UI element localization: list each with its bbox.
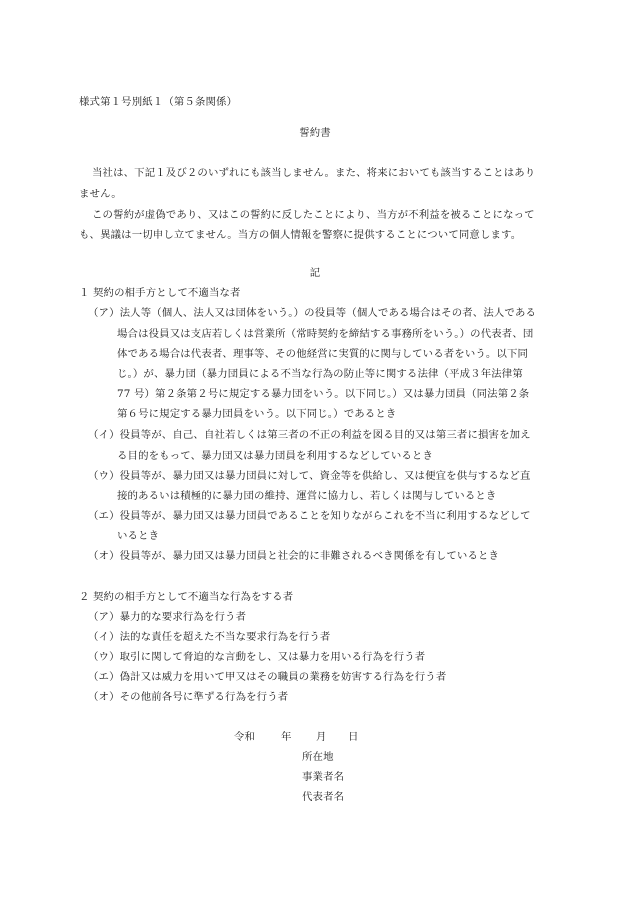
document-title: 誓約書 (299, 127, 331, 139)
section1-item-i-line-1: （イ）役員等が、自己、自社若しくは第三者の不正の利益を図る目的又は第三者に損害を加え (88, 429, 531, 441)
form-number: 様式第１号別紙１（第５条関係） (79, 96, 238, 108)
intro-line-1: 当社は、下記１及び２のいずれにも該当しません。また、将来においても該当することはあり (92, 167, 536, 179)
section1-item-o-line-1: （オ）役員等が、暴力団又は暴力団員と社会的に非難されるべき関係を有しているとき (88, 550, 500, 562)
date-month: 月 (316, 731, 327, 743)
date-day: 日 (348, 731, 359, 743)
section2-item-a: （ア）暴力的な要求行為を行う者 (88, 611, 247, 623)
intro-line-3: この誓約が虚偽であり、又はこの誓約に反したことにより、当方が不利益を被ることになって (92, 209, 535, 221)
address-label: 所在地 (302, 751, 334, 763)
section1-item-a-line-6: 第６号に規定する暴力団員をいう。以下同じ。）であるとき (117, 408, 397, 420)
section1-item-i-line-2: る目的をもって、暴力団又は暴力団員を利用するなどしているとき (117, 450, 434, 462)
date-year: 年 (281, 731, 292, 743)
section1-item-e-line-1: （エ）役員等が、暴力団又は暴力団員であることを知りながらこれを不当に利用するなどして (88, 510, 531, 522)
section2-item-u: （ウ）取引に関して脅迫的な言動をし、又は暴力を用いる行為を行う者 (88, 651, 426, 663)
business-name-label: 事業者名 (302, 771, 345, 783)
section1-item-a-line-3: 体である場合は代表者、理事等、その他経営に実質的に関与している者をいう。以下同 (117, 348, 529, 360)
section1-item-a-line-5: 77 号）第２条第２号に規定する暴力団をいう。以下同じ。）又は暴力団員（同法第２条 (117, 388, 530, 400)
ki-heading: 記 (309, 267, 321, 279)
representative-name-label: 代表者名 (302, 791, 345, 803)
date-era: 令和 (234, 731, 256, 743)
section2-item-e: （エ）偽計又は威力を用いて甲又はその職員の業務を妨害する行為を行う者 (88, 671, 447, 683)
section2-heading: ２ 契約の相手方として不適当な行為をする者 (79, 591, 294, 603)
section1-item-a-line-4: じ。）が、暴力団（暴力団員による不当な行為の防止等に関する法律（平成３年法律第 (117, 368, 523, 380)
intro-line-2: ません。 (79, 188, 122, 200)
intro-line-4: も、異議は一切申し立てません。当方の個人情報を警察に提供することについて同意します。 (79, 229, 522, 241)
section1-item-a-line-1: （ア）法人等（個人、法人又は団体をいう。）の役員等（個人である場合はその者、法人である (88, 307, 537, 319)
section1-item-u-line-1: （ウ）役員等が、暴力団又は暴力団員に対して、資金等を供給し、又は便宜を供与するなど直 (88, 470, 531, 482)
section1-item-u-line-2: 接的あるいは積極的に暴力団の維持、運営に協力し、若しくは関与しているとき (117, 490, 497, 502)
section1-item-e-line-2: いるとき (117, 530, 160, 542)
section2-item-o: （オ）その他前各号に準ずる行為を行う者 (88, 691, 289, 703)
section2-item-i: （イ）法的な責任を超えた不当な要求行為を行う者 (88, 631, 331, 643)
section1-item-a-line-2: 場合は役員又は支店若しくは営業所（常時契約を締結する事務所をいう。）の代表者、団 (117, 328, 534, 340)
section1-heading: １ 契約の相手方として不適当な者 (79, 287, 241, 299)
